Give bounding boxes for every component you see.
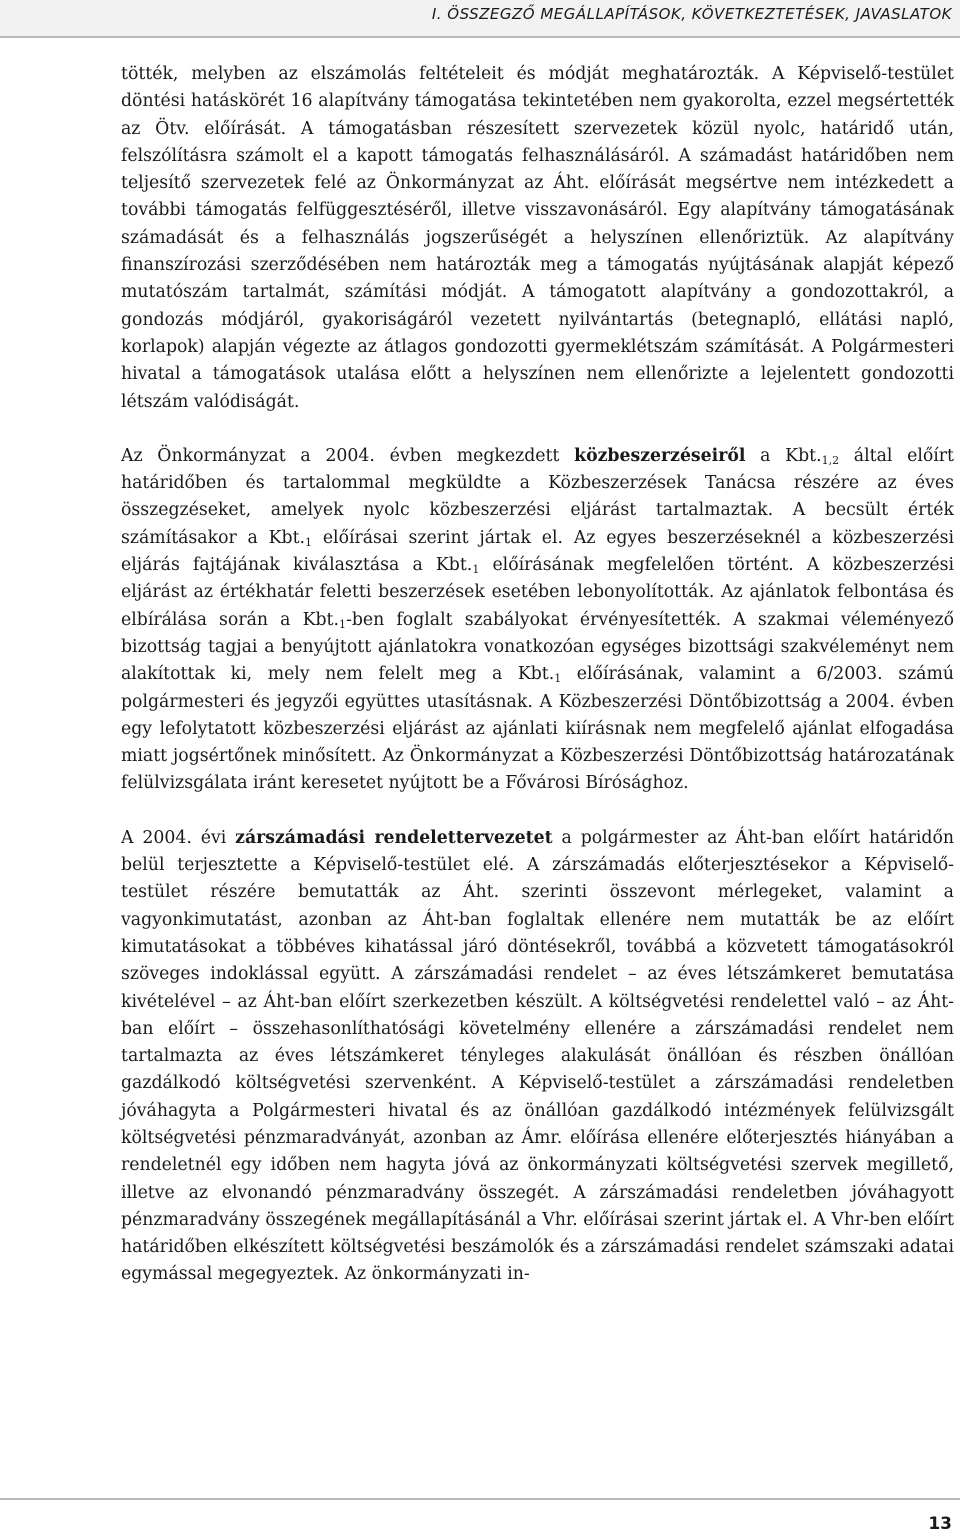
text-run: A 2004. évi [121,827,236,848]
body-text [121,61,954,1316]
text-run: Az Önkormányzat a 2004. évben megkezdett [121,445,575,466]
text-run: a polgármester az Áht-ban előírt határidőn belül terjesztette a Képviselő-testület elé. A zárszámadás előterjesztésekor a Képviselő-testület részére bemutatták az Áht. szerinti összevont mérlegeket, valamint a vagyonkimutatást, azonban az Áht-ban foglaltak ellenére nem mutatták be az előírt kimutatásokat a többéves kihatással járó döntésekről, továbbá a közvetett támogatásokról szöveges indoklással együtt. A zárszámadási rendelet – az éves létszámkeret bemutatása kivételével – az Áht-ban előírt szerkezetben készült. A költségvetési rendelettel való – az Áht-ban előírt – összehasonlíthatósági követelmény ellenére a zárszámadási rendelet nem tartalmazta az éves létszámkeret tényleges alakulását önállóan és részben önállóan gazdálkodó költségvetési szervenként. A Képviselő-testület a zárszámadási rendeletben jóváhagyta a Polgármesteri hivatal és az önállóan gazdálkodó intézmények felülvizsgált költségvetési pénzmaradványát, azonban az Ámr. előírása ellenére előterjesztés hiányában a rendeletnél egy időben nem hagyta jóvá az önkormányzati költségvetési szervek megillető, illetve az elvonandó pénzmaradvány összegét. A zárszámadási rendeletben jóváhagyott pénzmaradvány összegének megállapításánál a Vhr. előírásai szerint jártak el. A Vhr-ben előírt határidőben elkészített költségvetési beszámolók és a zárszámadási rendelet számszaki adatai egymással megegyeztek. Az önkormányzati in- [121,827,954,1285]
text-run: a Kbt. [745,445,822,466]
page-number: 13 [928,1514,952,1534]
text-run: előírásának, valamint a 6/2003. számú polgármesteri és jegyzői együttes utasításnak. A Közbeszerzési Döntőbizottság a 2004. évben egy lefolytatott közbeszerzési eljárást az ajánlati kiírásnak nem megfelelő ajánlat elfogadása miatt jogsértőnek minősített. Az Önkormányzat a Közbeszerzési Döntőbizottság határozatának felülvizsgálata iránt keresetet nyújtott be a Fővárosi Bírósághoz. [121,664,954,794]
text-run: előírásai szerint jártak el. Az egyes beszerzéseknél a közbeszerzési eljárás fajtájának kiválasztása a Kbt. [121,527,954,576]
subscript: 1 [339,617,347,631]
bold-term-procurement: közbeszerzéseiről [574,445,746,466]
subscript: 1,2 [821,453,840,467]
subscript: 1 [554,672,562,686]
subscript: 1 [472,563,480,577]
running-header-title: I. ÖSSZEGZŐ MEGÁLLAPÍTÁSOK, KÖVETKEZTETÉSEK, JAVASLATOK [431,5,952,23]
bold-term-closing-accounts: zárszámadási rendelettervezetet [235,827,553,848]
paragraph-foundations: tötték, melyben az elszámolás feltételeit és módját meghatározták. A Képviselő-testület döntési hatáskörét 16 alapítvány támogatása tekintetében nem gyakorolta, ezzel megsértették az Ötv. előírását. A támogatásban részesített szervezetek közül nyolc, határidő után, felszólításra számolt el a kapott támogatás felhasználásáról. A számadást határidőben nem teljesítő szervezetek felé az Önkormányzat az Áht. előírását megsértve nem intézkedett a további támogatás felfüggesztéséről, illetve visszavonásáról. Egy alapítvány támogatásának számadását és a felhasználás jogszerűségét a helyszínen ellenőriztük. Az alapítvány finanszírozási szerződésében nem határozták meg a támogatás nyújtásának alapját képező mutatószám tartalmát, számítási módját. A támogatott alapítvány a gondozottakról, a gondozás módjáról, gyakoriságáról vezetett nyilvántartás (betegnapló, ellátási napló, korlapok) alapján végezte az átlagos gondozotti gyermeklétszám számítását. A Polgármesteri hivatal a támogatások utalása előtt a helyszínen nem ellenőrizte a lejelentett gondozotti létszám valódiságát. [121,64,954,412]
running-header [0,0,960,38]
text-run: -ben foglalt szabályokat érvényesítették. A szakmai véleményező bizottság tagjai a benyújtott ajánlatokra vonatkozóan egységes bizottsági szakvéleményt nem alakítottak ki, mely nem felelt meg a Kbt. [121,609,954,685]
text-run: által előírt határidőben és tartalommal megküldte a Közbeszerzések Tanácsa részére az éves összegzéseket, amelyek nyolc közbeszerzési eljárást tartalmaztak. A becsült érték számításakor a Kbt. [121,445,955,548]
footer-rule [0,1498,960,1500]
subscript: 1 [305,535,313,549]
paragraph-procurement [121,443,954,798]
text-run: előírásának megfelelően történt. A közbeszerzési eljárást az értékhatár feletti beszerzések esetében lebonyolították. Az ajánlatok felbontása és elbírálása során a Kbt. [121,555,954,630]
paragraph-closing-accounts [121,825,954,1289]
